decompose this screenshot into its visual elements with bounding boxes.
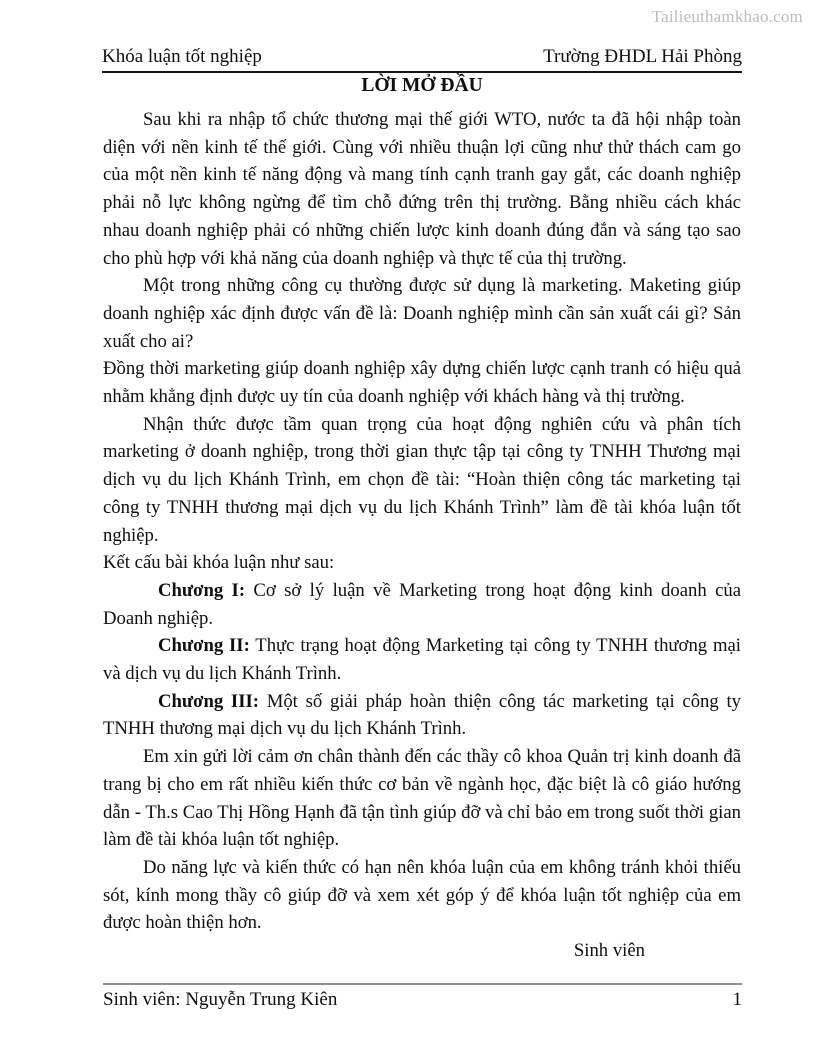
paragraph-marketing-strategy: Đồng thời marketing giúp doanh nghiệp xây dựng chiến lược cạnh tranh có hiệu quả nhằm khẳng định được uy tín của doanh nghiệp với khách hàng và thị trường. xyxy=(103,358,741,408)
chapter-3-text: Một số giải pháp hoàn thiện công tác marketing tại công ty TNHH thương mại dịch vụ du lịch Khánh Trình. xyxy=(103,690,741,740)
paragraph-apology: Do năng lực và kiến thức có hạn nên khóa luận của em không tránh khỏi thiếu sót, kính mong thầy cô giúp đỡ và xem xét góp ý để khóa luận tốt nghiệp của em được hoàn thiện hơn. xyxy=(103,856,741,934)
page-title: LỜI MỞ ĐẦU xyxy=(361,75,483,96)
footer-page-number: 1 xyxy=(732,989,742,1010)
chapter-1-label: Chương I: xyxy=(158,579,246,601)
watermark: Tailieuthamkhao.com xyxy=(651,7,803,26)
paragraph-topic-choice: Nhận thức được tầm quan trọng của hoạt động nghiên cứu và phân tích marketing ở doanh nghiệp, trong thời gian thực tập tại công ty TNHH Thương mại dịch vụ du lịch Khánh Trình, em chọn đề tài: “Hoàn thiện công tác marketing tại công ty TNHH thương mại dịch vụ du lịch Khánh Trình” làm đề tài khóa luận tốt nghiệp. xyxy=(103,413,741,546)
document-body xyxy=(103,74,741,965)
page-header xyxy=(102,46,742,73)
paragraph-structure-intro: Kết cấu bài khóa luận như sau: xyxy=(103,552,335,574)
page-footer xyxy=(103,983,742,1011)
chapter-1-text: Cơ sở lý luận về Marketing trong hoạt động kinh doanh của Doanh nghiệp. xyxy=(103,579,742,629)
chapter-2-label: Chương II: xyxy=(158,635,250,657)
paragraph-chapter-3 xyxy=(103,688,741,743)
footer-student-name: Sinh viên: Nguyễn Trung Kiên xyxy=(103,989,338,1010)
closing-signature: Sinh viên xyxy=(573,940,645,962)
paragraph-marketing-tool: Một trong những công cụ thường được sử dụng là marketing. Maketing giúp doanh nghiệp xác định được vấn đề là: Doanh nghiệp mình cần sản xuất cái gì? Sản xuất cho ai? xyxy=(103,275,741,352)
paragraph-intro-wto: Sau khi ra nhập tổ chức thương mại thế giới WTO, nước ta đã hội nhập toàn diện với nền kinh tế thế giới. Cùng với nhiều thuận lợi cũng như thử thách cam go của một nền kinh tế năng động và mang tính cạnh tranh gay gắt, các doanh nghiệp phải nỗ lực không ngừng để tìm chỗ đứng trên thị trường. Bằng nhiều cách khác nhau doanh nghiệp phải có những chiến lược kinh doanh đúng đắn và sáng tạo sao cho phù hợp với khả năng của doanh nghiệp và thực tế của thị trường. xyxy=(103,109,741,269)
chapter-2-text: Thực trạng hoạt động Marketing tại công ty TNHH thương mại và dịch vụ du lịch Khánh Trình. xyxy=(103,635,741,685)
paragraph-acknowledgement: Em xin gửi lời cảm ơn chân thành đến các thầy cô khoa Quản trị kinh doanh đã trang bị cho em rất nhiều kiến thức cơ bản về ngành học, đặc biệt là cô giáo hướng dẫn - Th.s Cao Thị Hồng Hạnh đã tận tình giúp đỡ và chỉ bảo em trong suốt thời gian làm đề tài khóa luận tốt nghiệp. xyxy=(103,746,741,851)
paragraph-chapter-1 xyxy=(103,577,741,632)
header-right-text: Trường ĐHDL Hải Phòng xyxy=(543,46,742,67)
header-left-text: Khóa luận tốt nghiệp xyxy=(102,46,262,67)
paragraph-chapter-2 xyxy=(103,632,741,687)
chapter-3-label: Chương III: xyxy=(158,690,259,712)
